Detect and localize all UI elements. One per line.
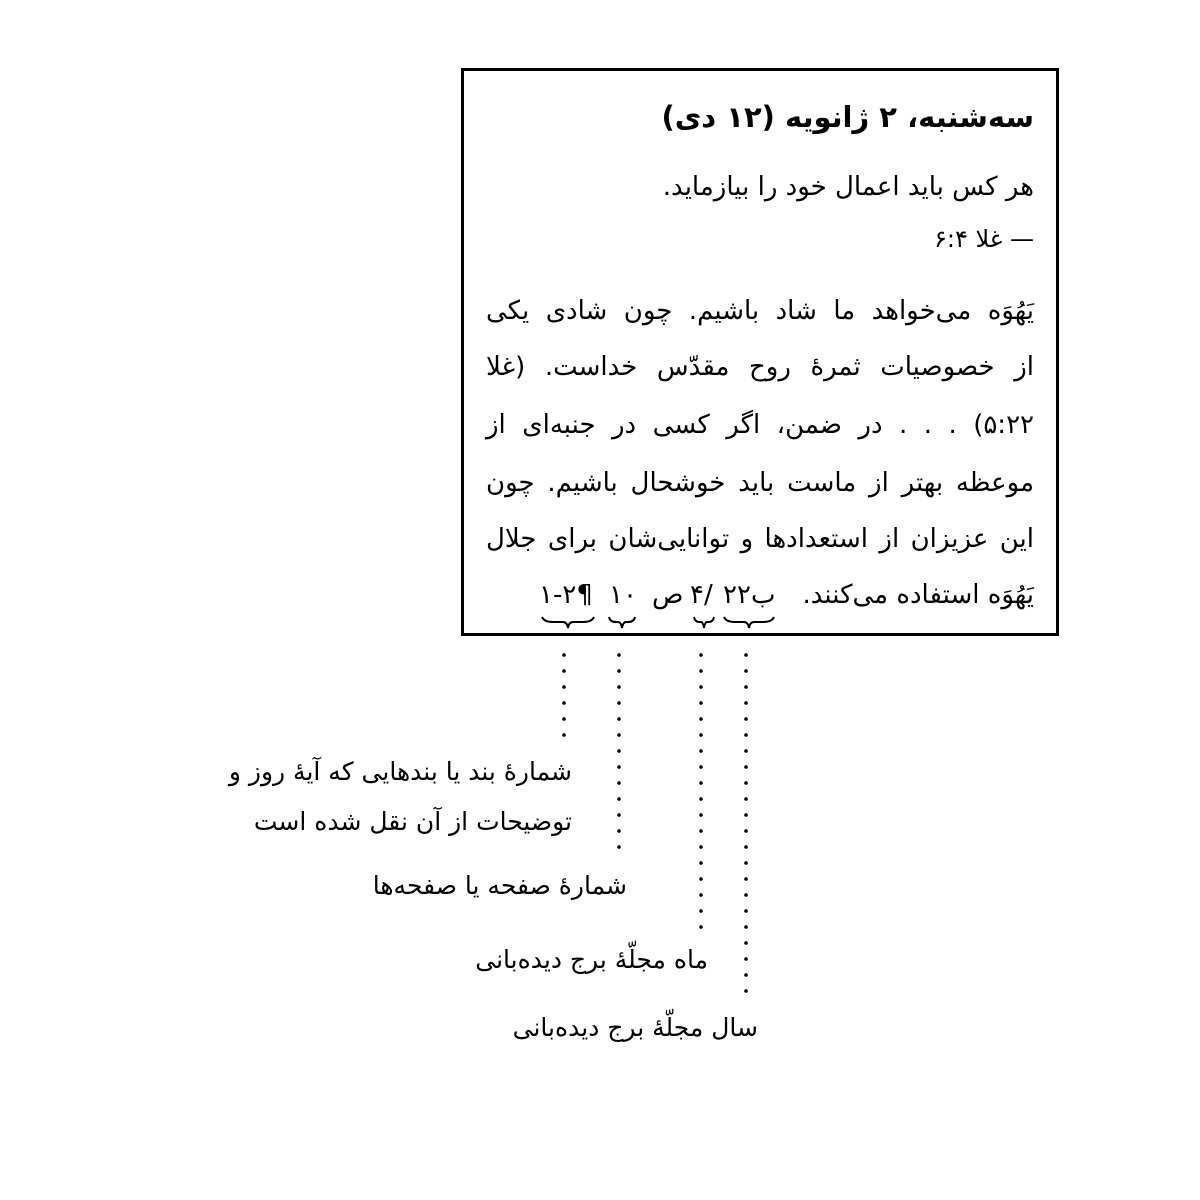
callout-paragraph-line-1: شمارهٔ بند یا بندهایی که آیهٔ روز و bbox=[228, 757, 572, 786]
body-line-6: یَهُوَه استفاده می‌کنند. bbox=[802, 580, 1034, 610]
leader-line-month bbox=[699, 647, 703, 937]
brace-month-icon bbox=[693, 616, 715, 630]
body-line-4: موعظه بهتر از ماست باید خوشحال باشیم. چون bbox=[486, 468, 1034, 498]
verse-reference: — غلا ۶:۴ bbox=[933, 225, 1034, 253]
callout-year: سال مجلّهٔ برج دیده‌بانی bbox=[512, 1013, 758, 1042]
brace-year-icon bbox=[723, 616, 775, 630]
leader-line-page bbox=[617, 647, 621, 857]
citation-year: ب۲۲ bbox=[723, 580, 776, 610]
citation-month: /۴ bbox=[690, 580, 713, 610]
citation-page: ۱۰ bbox=[609, 580, 637, 610]
body-line-2: از خصوصیات ثمرهٔ روح مقدّس خداست. (غلا bbox=[486, 352, 1034, 382]
body-line-5: این عزیزان از استعدادها و توانایی‌شان برای جلال bbox=[486, 524, 1034, 554]
body-line-1: یَهُوَه می‌خواهد ما شاد باشیم. چون شادی یکی bbox=[486, 296, 1034, 326]
daily-text-box bbox=[461, 68, 1059, 636]
callout-month: ماه مجلّهٔ برج دیده‌بانی bbox=[475, 945, 708, 974]
date-heading: سه‌شنبه، ۲ ژانویه (۱۲ دی) bbox=[661, 100, 1034, 134]
callout-page: شمارهٔ صفحه یا صفحه‌ها bbox=[372, 871, 627, 900]
body-line-3: ۵:۲۲) . . . در ضمن، اگر کسی در جنبه‌ای از bbox=[486, 410, 1034, 440]
callout-paragraph-line-2: توضیحات از آن نقل شده است bbox=[253, 807, 572, 836]
citation-paragraph: ¶۱-۲ bbox=[539, 580, 593, 610]
daily-verse: هر کس باید اعمال خود را بیازماید. bbox=[662, 172, 1034, 202]
brace-page-icon bbox=[608, 616, 636, 630]
citation-page-prefix: ص bbox=[652, 580, 684, 610]
brace-paragraph-icon bbox=[541, 616, 595, 630]
leader-line-year bbox=[744, 647, 748, 1003]
leader-line-paragraph bbox=[562, 647, 566, 743]
